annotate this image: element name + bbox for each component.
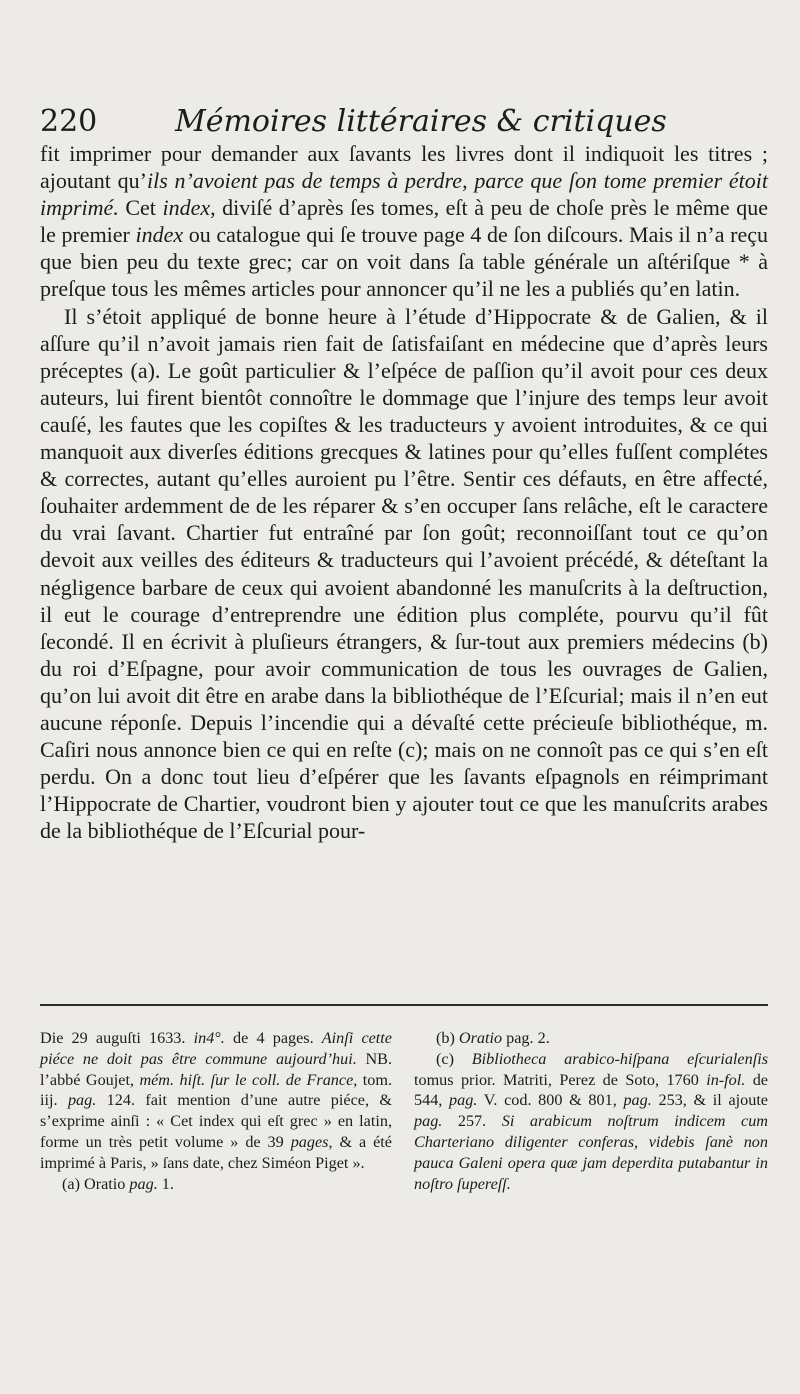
italic-run: in4°. [193,1029,225,1047]
main-text [40,140,768,844]
italic-run: in-fol. [706,1070,746,1089]
page-number: 220 [40,104,98,139]
text-run: pag. 2. [502,1029,550,1047]
italic-run: pag. [67,1091,97,1110]
text-run: ou catalogue qui ſe trouve page 4 de ſon diſcours. Mais il n’a reçu que bien peu du texte grec; car on voit dans ſa table générale un aſtériſque * à preſque tous les mêmes articles pour annoncer qu’il ne les a publiés qu’en latin. [40,222,768,302]
text-run: Cet [118,195,163,221]
page-header [40,100,780,144]
text-run: de 4 pages. [224,1029,322,1047]
italic-run: pag. [129,1174,158,1193]
text-run: NB. l’abbé Goujet, [40,1049,392,1089]
text-run: , tom. iij. [40,1070,392,1110]
text-run: 124. fait mention d’une autre piéce, & s’exprime ainſi : « Cet index qui eſt grec » en latin, forme un très petit volume » de 39 [40,1091,392,1151]
italic-run: ils n’avoient pas de temps à perdre, parce que ſon tome premier étoit imprimé. [40,168,768,221]
text-run: Oratio [79,1174,130,1193]
italic-run: pag. [623,1091,652,1110]
text-run: V. cod. 800 & 801, [477,1091,624,1110]
italic-run: pag. [449,1091,478,1110]
italic-run: pages [290,1132,329,1151]
text-run: , diviſé d’après ſes tomes, eſt à peu de choſe près le même que le premier [40,195,768,248]
italic-run: index [135,222,184,248]
text-run: tomus prior. Matriti, Perez de Soto, 1760 [414,1070,707,1089]
paragraph-2: Il s’étoit appliqué de bonne heure à l’étude d’Hippocrate & de Galien, & il aſſure qu’il n’avoit jamais rien fait de ſatisfaiſant en médecine que d’après leurs préceptes (a). Le goût particulier & l’eſpéce de paſſion qu’il avoit pour ces deux auteurs, lui firent bientôt connoître le dommage que l’injure des temps leur avoit cauſé, les fautes que les copiſtes & les traducteurs y avoient introduites, & ce qui manquoit aux diverſes éditions grecques & latines pour qu’elles fuſſent complétes & correctes, autant qu’elles auroient pu l’être. Sentir ces défauts, en être affecté, ſouhaiter ardemment de de les réparer & s’en occuper ſans relâche, eſt le caractere du vrai ſavant. Chartier fut entraîné par ſon goût; reconnoiſſant tout ce qu’on devoit aux veilles des éditeurs & traducteurs qui l’avoient précédé, & déteſtant la négligence barbare de ceux qui avoient abandonné les manuſcrits à la deſtruction, il eut le courage d’entreprendre une édition plus compléte, pourvu qu’il fût ſecondé. Il en écrivit à pluſieurs étrangers, & ſur-tout aux premiers médecins (b) du roi d’Eſpagne, pour avoir communication de tous les ouvrages de Galien, qu’on lui avoit dit être en arabe dans la bibliothéque de l’Eſcurial; mais il n’en eut aucune réponſe. Depuis l’incendie qui a dévaſté cette précieuſe bibliothéque, m. Caſiri nous annonce bien ce qui en reſte (c); mais on ne connoît pas ce qui s’en eſt perdu. On a donc tout lieu d’eſpérer que les ſavants eſpagnols en réimprimant l’Hippocrate de Chartier, voudront bien y ajouter tout ce que les manuſcrits arabes de la bibliothéque de l’Eſcurial pour- [40,303,768,844]
footnote-divider [40,1004,768,1006]
italic-run: mém. hiſt. ſur le coll. de France [139,1070,354,1089]
italic-run: Si arabicum noſtrum indicem cum Charteriano diligenter conferas, videbis ſanè non pauca Galeni opera quæ jam deperdita putabantur in noſtro ſupereſſ. [414,1112,768,1193]
footnotes-left-column [40,1028,392,1194]
text-run: 253, & il ajoute [651,1091,768,1110]
paragraph-1 [40,140,768,303]
running-title: Mémoires littéraires & critiques [175,104,667,139]
footnote-marker-b: (b) [436,1029,455,1047]
italic-run: Bibliotheca arabico-hiſpana eſcurialenſis [453,1049,768,1068]
italic-run: Ainſi cette piéce ne doit pas être commune aujourd’hui. [40,1029,392,1068]
italic-run: Oratio [454,1029,503,1047]
footnote-marker-c: (c) [436,1049,454,1068]
text-run: Die 29 auguſti 1633. [40,1029,194,1047]
footnote-marker-a: (a) [62,1174,80,1193]
italic-run: index [162,195,211,221]
text-run: 257. [442,1112,502,1131]
text-run: 1. [157,1174,174,1193]
italic-run: pag. [414,1112,443,1131]
footnotes-right-column [414,1028,768,1194]
text-run: de 544, [414,1070,768,1110]
text-run: fit imprimer pour demander aux ſavants les livres dont il indiquoit les titres ; ajoutant qu’ [40,141,768,194]
text-run: , & a été imprimé à Paris, » ſans date, chez Siméon Piget ». [40,1132,392,1172]
